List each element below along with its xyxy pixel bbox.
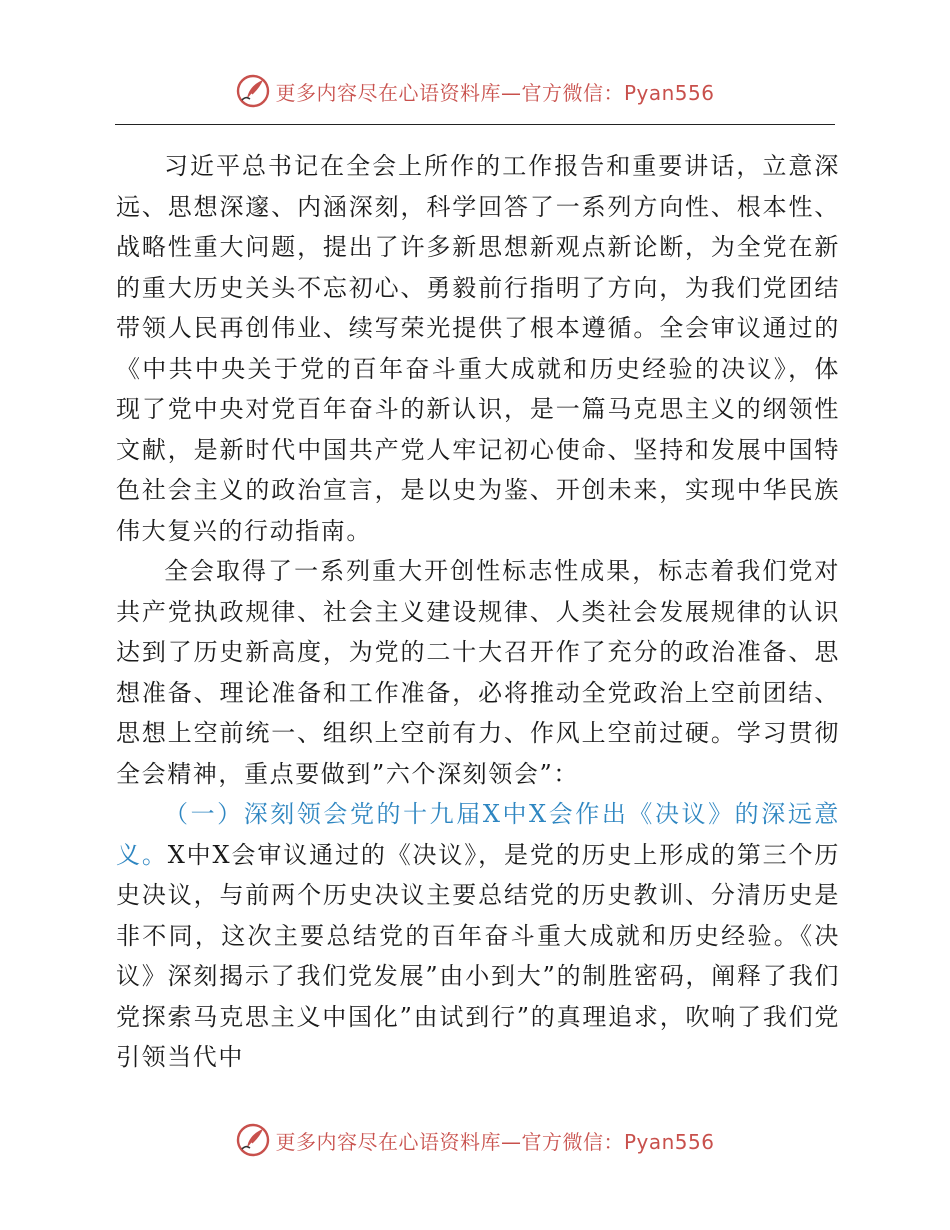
document-body [116,146,840,1078]
section-1-body: X中X会审议通过的《决议》，是党的历史上形成的第三个历史决议，与前两个历史决议主要总结党的历史教训、分清历史是非不同，这次主要总结党的百年奋斗重大成就和历史经验。《决议》深刻揭示了我们党发展”由小到大”的制胜密码，阐释了我们党探索马克思主义中国化”由试到行”的真理追求，吹响了我们党引领当代中 [116,840,840,1071]
paragraph-2: 全会取得了一系列重大开创性标志性成果，标志着我们党对共产党执政规律、社会主义建设规律、人类社会发展规律的认识达到了历史新高度，为党的二十大召开作了充分的政治准备、思想准备、理论准备和工作准备，必将推动全党政治上空前团结、思想上空前统一、组织上空前有力、作风上空前过硬。学习贯彻全会精神，重点要做到”六个深刻领会”： [116,557,840,788]
section-1-heading: （一）深刻领会党的十九届X中X会作出《决议》的深远意义。 [116,800,840,869]
paragraph-1: 习近平总书记在全会上所作的工作报告和重要讲话，立意深远、思想深邃、内涵深刻，科学回答了一系列方向性、根本性、战略性重大问题，提出了许多新思想新观点新论断，为全党在新的重大历史关头不忘初心、勇毅前行指明了方向，为我们党团结带领人民再创伟业、续写荣光提供了根本遵循。全会审议通过的《中共中央关于党的百年奋斗重大成就和历史经验的决议》，体现了党中央对党百年奋斗的新认识，是一篇马克思主义的纲领性文献，是新时代中国共产党人牢记初心使命、坚持和发展中国特色社会主义的政治宣言，是以史为鉴、开创未来，实现中华民族伟大复兴的行动指南。 [116,152,840,545]
section-1 [116,794,840,1078]
footer-watermark [0,1120,950,1160]
header-divider [115,124,835,125]
header-watermark [0,71,950,111]
watermark-text: 更多内容尽在心语资料库—官方微信：Pyan556 [275,1129,715,1154]
quill-logo-icon [235,1122,271,1158]
watermark-text: 更多内容尽在心语资料库—官方微信：Pyan556 [275,80,715,105]
quill-logo-icon [235,73,271,109]
